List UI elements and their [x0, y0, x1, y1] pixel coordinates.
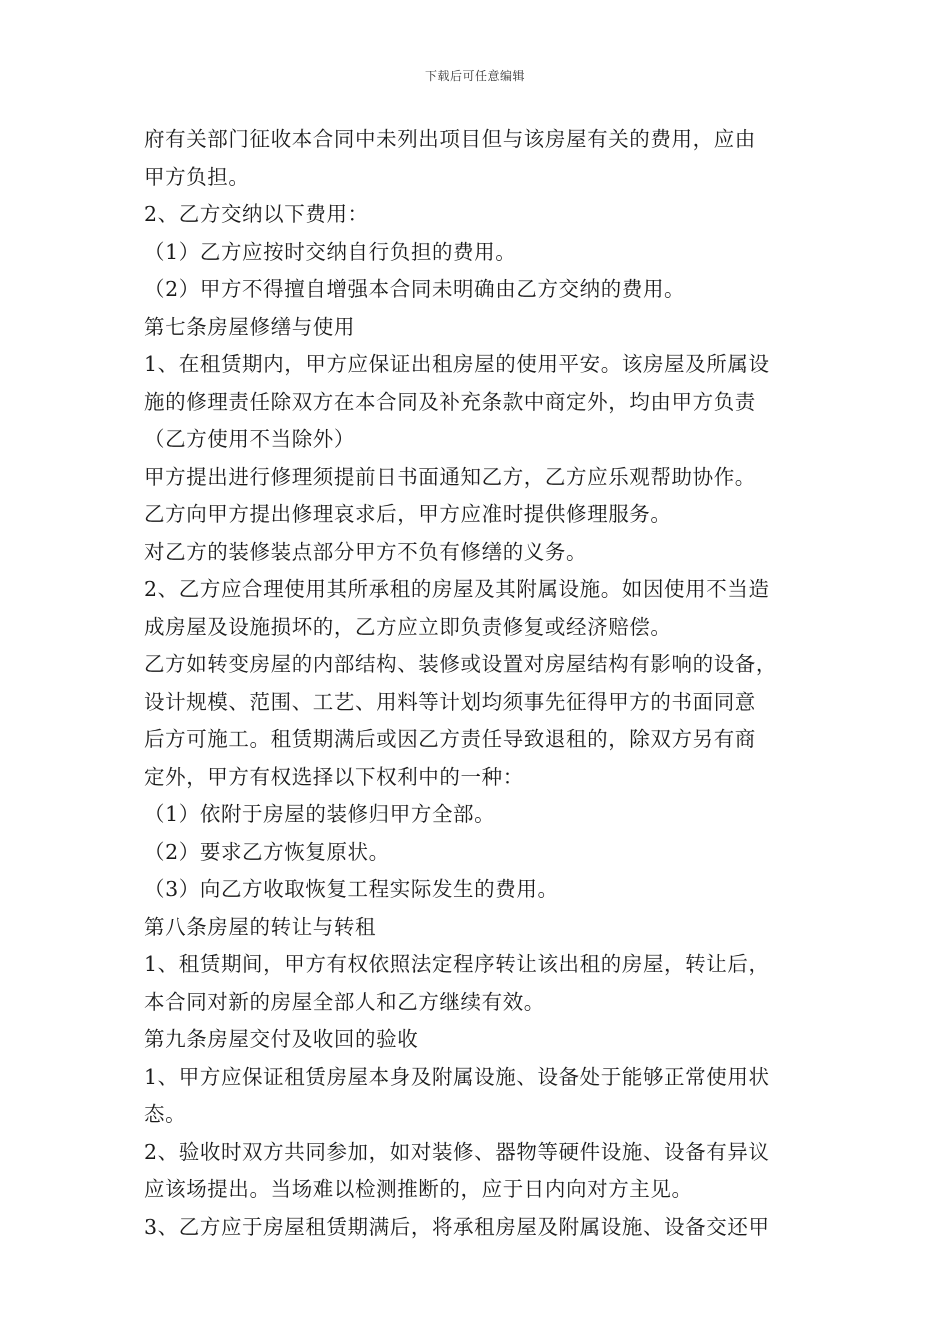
section-heading: 第七条房屋修缮与使用	[144, 314, 355, 339]
text-line: 1、租赁期间，甲方有权依照法定程序转让该出租的房屋，转让后，	[144, 952, 770, 976]
text-line: 2、乙方应合理使用其所承租的房屋及其附属设施。如因使用不当造	[144, 577, 770, 601]
text-line: 3、乙方应于房屋租赁期满后，将承租房屋及附属设施、设备交还甲	[144, 1214, 770, 1239]
text-line: 乙方向甲方提出修理哀求后，甲方应准时提供修理服务。	[144, 502, 672, 526]
text-line: （2）要求乙方恢复原状。	[144, 839, 390, 864]
text-line: 2、乙方交纳以下费用：	[144, 202, 369, 226]
text-line: 乙方如转变房屋的内部结构、装修或设置对房屋结构有影响的设备，	[144, 652, 777, 676]
text-line: （1）乙方应按时交纳自行负担的费用。	[144, 239, 517, 264]
text-line: 定外，甲方有权选择以下权利中的一种：	[144, 764, 524, 789]
text-line: 设计规模、范围、工艺、用料等计划均须事先征得甲方的书面同意	[144, 689, 756, 714]
text-line: 甲方负担。	[144, 164, 250, 189]
text-line: 应该场提出。当场难以检测推断的，应于日内向对方主见。	[144, 1177, 693, 1201]
text-line: 态。	[144, 1102, 187, 1126]
document-body	[144, 121, 824, 1246]
text-line: （乙方使用不当除外）	[144, 427, 355, 451]
text-line: 施的修理责任除双方在本合同及补充条款中商定外，均由甲方负责	[144, 389, 756, 414]
text-line: （2）甲方不得擅自增强本合同未明确由乙方交纳的费用。	[144, 277, 686, 301]
text-line: 成房屋及设施损坏的，乙方应立即负责修复或经济赔偿。	[144, 614, 672, 639]
text-line: 甲方提出进行修理须提前日书面通知乙方，乙方应乐观帮助协作。	[144, 464, 756, 489]
page-header: 下载后可任意编辑	[424, 69, 525, 83]
text-line: 本合同对新的房屋全部人和乙方继续有效。	[144, 989, 545, 1014]
text-line: （1）依附于房屋的装修归甲方全部。	[144, 802, 496, 826]
text-line: 府有关部门征收本合同中未列出项目但与该房屋有关的费用，应由	[144, 127, 756, 151]
text-line: 2、验收时双方共同参加，如对装修、器物等硬件设施、设备有异议	[144, 1139, 770, 1164]
text-line: 对乙方的装修装点部分甲方不负有修缮的义务。	[144, 539, 588, 564]
section-heading: 第九条房屋交付及收回的验收	[144, 1027, 419, 1051]
text-line: 1、甲方应保证租赁房屋本身及附属设施、设备处于能够正常使用状	[144, 1064, 770, 1089]
section-heading: 第八条房屋的转让与转租	[144, 914, 377, 939]
text-line: （3）向乙方收取恢复工程实际发生的费用。	[144, 877, 559, 901]
text-line: 1、在租赁期内，甲方应保证出租房屋的使用平安。该房屋及所属设	[144, 352, 770, 376]
text-line: 后方可施工。租赁期满后或因乙方责任导致退租的，除双方另有商	[144, 727, 756, 751]
